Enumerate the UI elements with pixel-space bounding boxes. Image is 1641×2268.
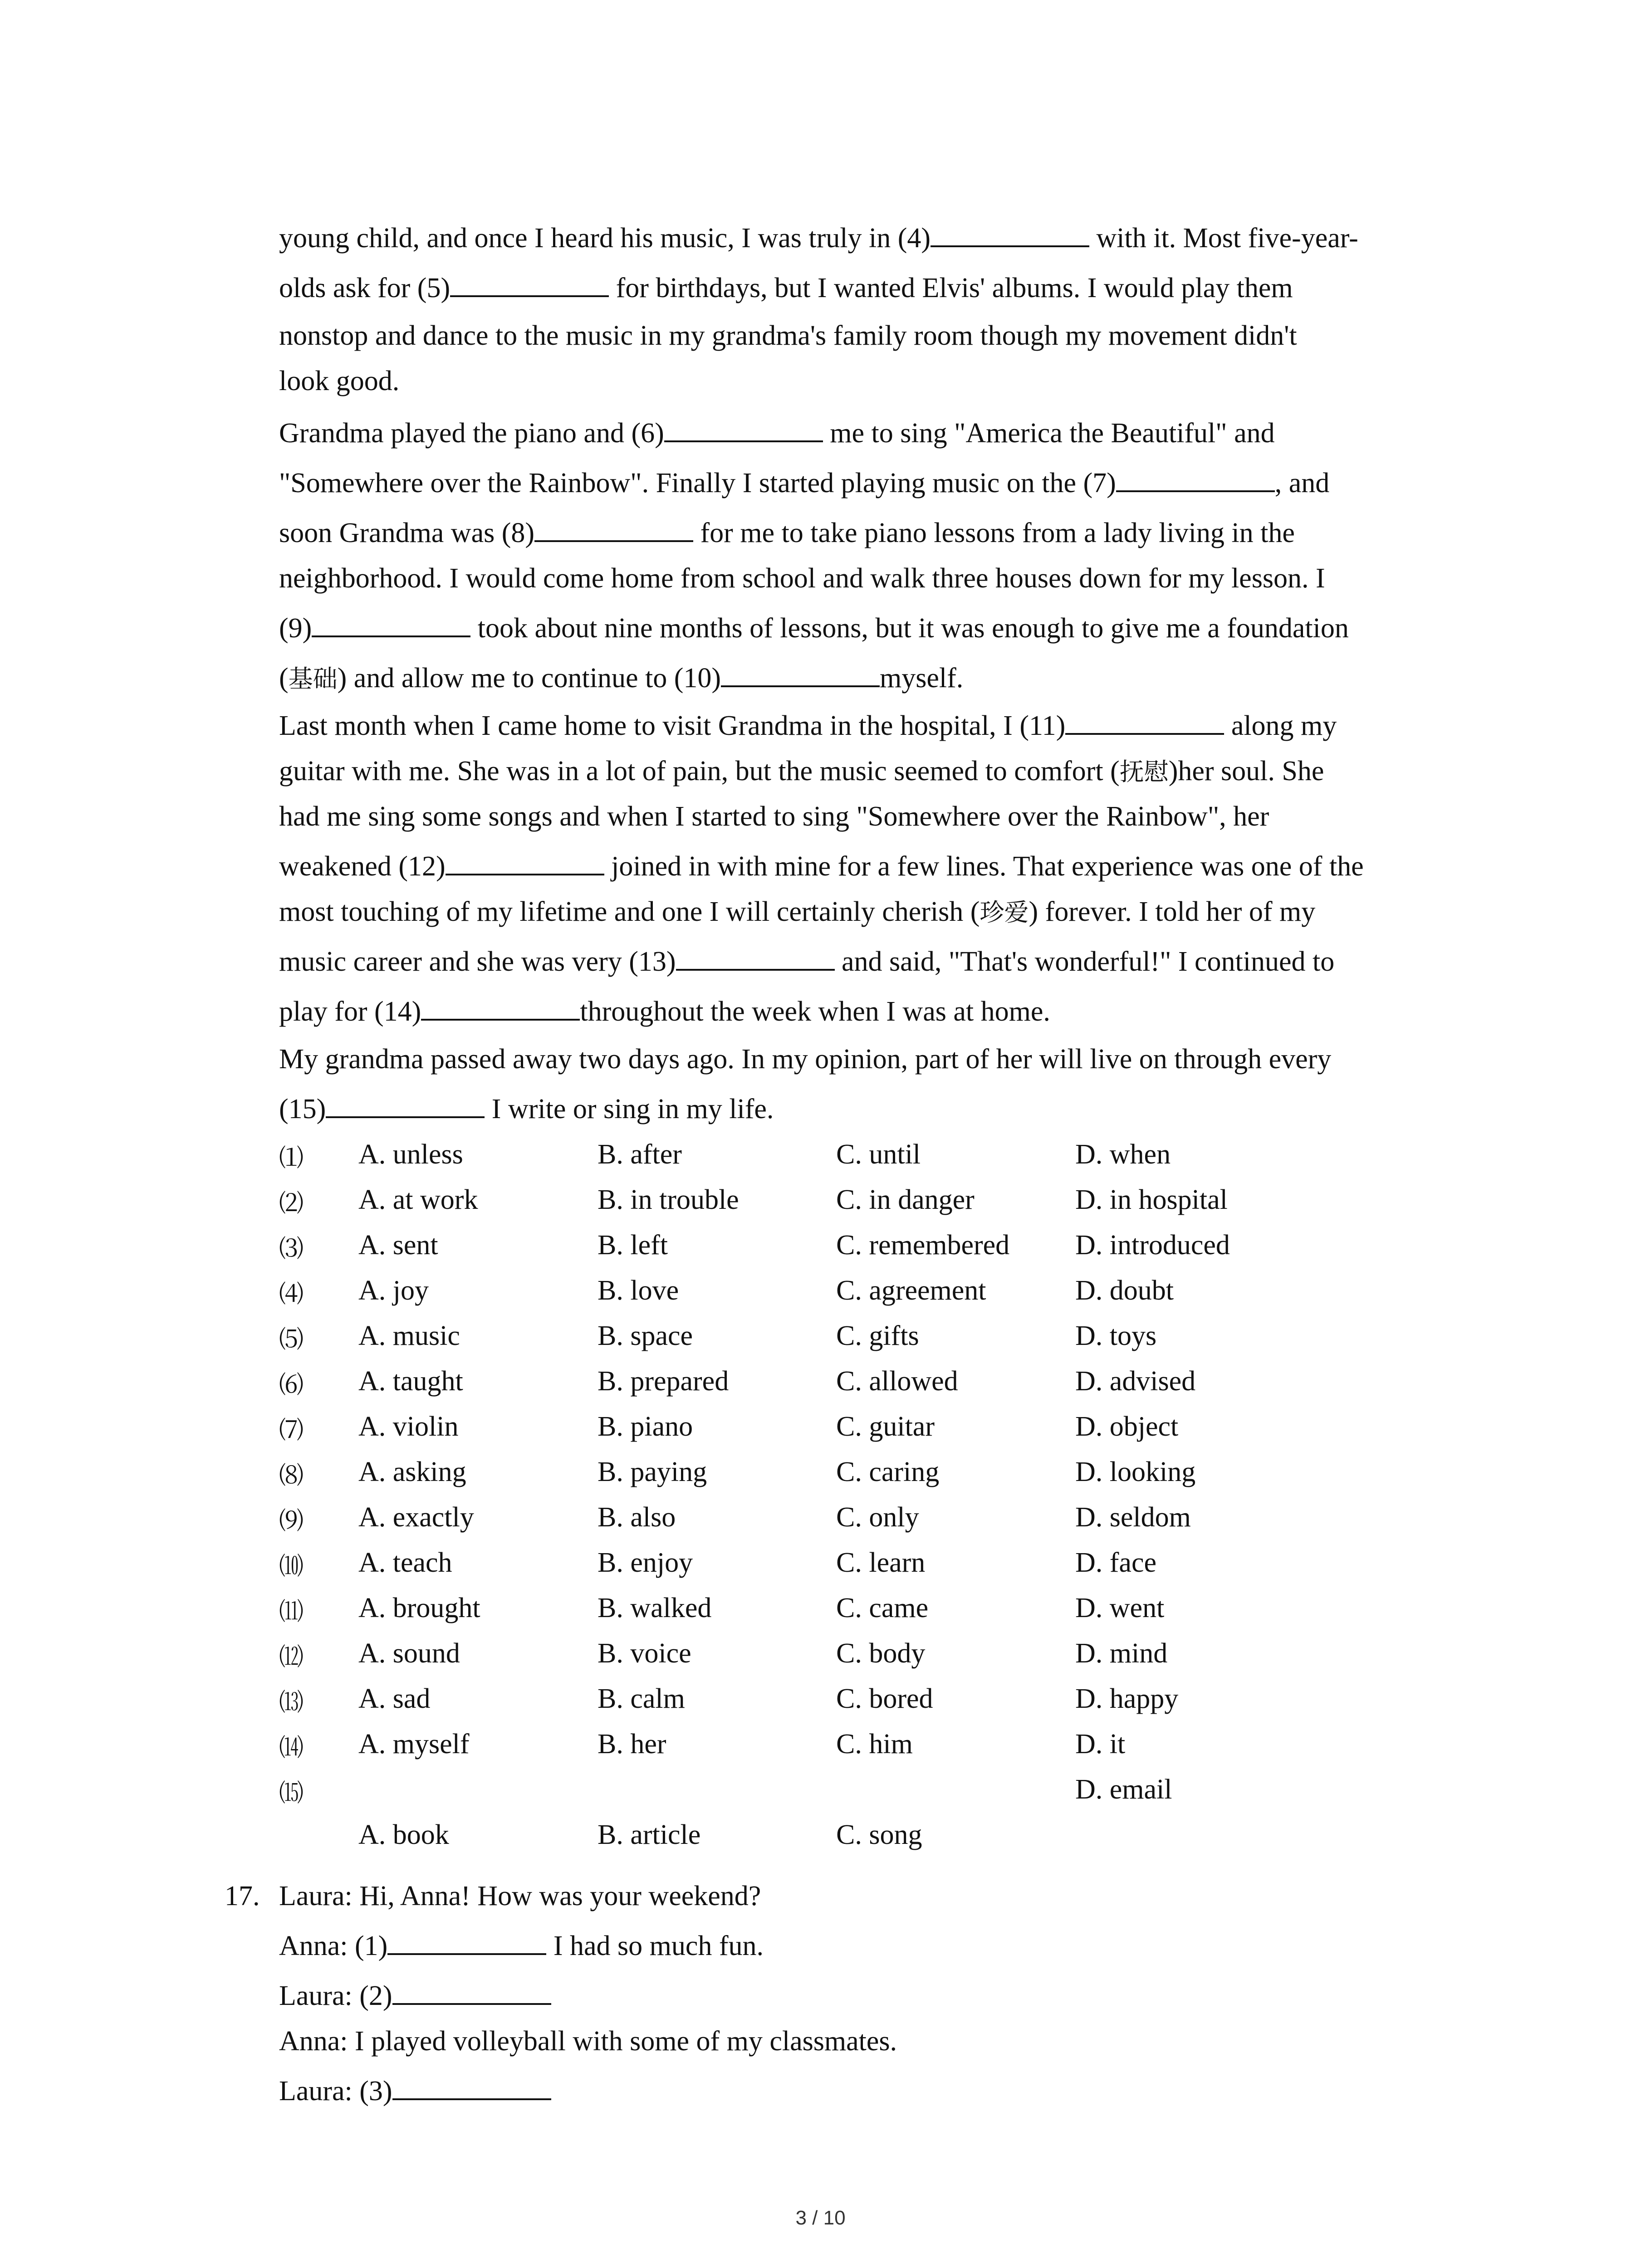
text-segment: with it. Most five-year- (1089, 223, 1358, 254)
answer-blank[interactable] (392, 1978, 551, 2005)
option-row (279, 1320, 1459, 1365)
option-b[interactable]: B. article (598, 1819, 701, 1850)
text-line (279, 515, 1295, 551)
option-c[interactable]: C. song (836, 1819, 922, 1850)
option-a[interactable]: A. violin (358, 1411, 459, 1442)
text-segment: me to sing "America the Beautiful" and (823, 418, 1275, 449)
option-d[interactable]: D. looking (1075, 1457, 1196, 1487)
text-line (279, 560, 1325, 596)
chinese-gloss: 珍爱 (980, 898, 1029, 927)
option-b[interactable]: B. paying (598, 1457, 707, 1487)
option-row (279, 1456, 1459, 1501)
answer-blank[interactable] (450, 270, 609, 297)
text-segment: "Somewhere over the Rainbow". Finally I started playing music on the (7) (279, 468, 1116, 499)
answer-blank[interactable] (392, 2073, 551, 2100)
option-d[interactable]: D. went (1075, 1593, 1165, 1623)
option-a[interactable]: A. at work (358, 1184, 478, 1215)
option-b[interactable]: B. also (598, 1502, 676, 1533)
text-segment: Laura: (3) (279, 2076, 392, 2107)
answer-blank[interactable] (721, 660, 880, 687)
text-segment: joined in with mine for a few lines. That experience was one of the (604, 851, 1364, 882)
text-segment: for me to take piano lessons from a lady living in the (693, 518, 1295, 548)
option-number: ⒁ (279, 1734, 304, 1761)
text-segment: Laura: (2) (279, 1980, 392, 2011)
text-line (279, 363, 399, 399)
text-line (279, 415, 1275, 451)
option-b[interactable]: B. voice (598, 1638, 691, 1669)
text-segment: ) and allow me to continue to (10) (337, 663, 721, 694)
text-line (279, 1878, 761, 1914)
answer-blank[interactable] (664, 415, 823, 442)
option-number: ⑿ (279, 1643, 304, 1671)
text-segment: neighborhood. I would come home from school and walk three houses down for my lesson. I (279, 563, 1325, 594)
option-number: ⑽ (279, 1553, 304, 1580)
option-c[interactable]: C. until (836, 1139, 921, 1170)
option-d[interactable]: D. email (1075, 1774, 1172, 1805)
text-segment: Grandma played the piano and (6) (279, 418, 664, 449)
option-row (279, 1139, 1459, 1184)
text-line (279, 1091, 774, 1127)
option-c[interactable]: C. guitar (836, 1411, 935, 1442)
option-a[interactable]: A. taught (358, 1366, 463, 1397)
text-line (279, 1041, 1331, 1077)
option-a[interactable]: A. joy (358, 1275, 429, 1306)
option-number: ⑶ (279, 1235, 304, 1262)
chinese-gloss: 抚慰 (1119, 758, 1169, 786)
option-b[interactable]: B. calm (598, 1683, 685, 1714)
text-segment: )her soul. She (1168, 756, 1324, 787)
text-segment: Anna: (1) (279, 1931, 388, 1961)
option-row (279, 1637, 1459, 1683)
option-b[interactable]: B. enjoy (598, 1547, 693, 1578)
option-b[interactable]: B. piano (598, 1411, 693, 1442)
option-d[interactable]: D. happy (1075, 1683, 1179, 1714)
option-c[interactable]: C. bored (836, 1683, 933, 1714)
answer-blank[interactable] (446, 848, 604, 875)
option-row (279, 1184, 1459, 1229)
text-segment: took about nine months of lessons, but it was enough to give me a foundation (470, 613, 1349, 644)
option-number: ⑵ (279, 1190, 304, 1217)
option-row (279, 1819, 1459, 1864)
text-line (279, 2023, 897, 2059)
option-b[interactable]: B. left (598, 1230, 668, 1261)
option-b[interactable]: B. love (598, 1275, 679, 1306)
option-b[interactable]: B. after (598, 1139, 682, 1170)
option-row (279, 1728, 1459, 1774)
option-a[interactable]: A. book (358, 1819, 449, 1850)
option-a[interactable]: A. teach (358, 1547, 452, 1578)
text-line (279, 2073, 551, 2109)
text-line (279, 220, 1358, 256)
option-c[interactable]: C. came (836, 1593, 929, 1623)
option-a[interactable]: A. exactly (358, 1502, 474, 1533)
text-segment: throughout the week when I was at home. (580, 996, 1050, 1027)
option-row (279, 1229, 1459, 1275)
option-c[interactable]: C. caring (836, 1457, 940, 1487)
option-d[interactable]: D. object (1075, 1411, 1179, 1442)
option-row (279, 1683, 1459, 1728)
text-segment: guitar with me. She was in a lot of pain, but the music seemed to comfort ( (279, 756, 1120, 787)
text-segment: Anna: I played volleyball with some of my classmates. (279, 2026, 897, 2057)
answer-blank[interactable] (676, 943, 835, 971)
text-segment: along my (1224, 710, 1337, 741)
option-row (279, 1501, 1459, 1547)
text-segment: weakened (12) (279, 851, 446, 882)
option-number: ⑼ (279, 1507, 304, 1535)
text-segment: play for (14) (279, 996, 421, 1027)
answer-blank[interactable] (387, 1928, 546, 1955)
text-line (279, 798, 1269, 835)
option-number: ⑻ (279, 1462, 304, 1489)
text-segment: (15) (279, 1094, 326, 1124)
option-row (279, 1547, 1459, 1592)
option-row (279, 1774, 1459, 1819)
option-row (279, 1411, 1459, 1456)
option-number: ⑾ (279, 1598, 304, 1625)
option-number: ⒂ (279, 1779, 304, 1807)
text-line (279, 270, 1293, 306)
option-b[interactable]: B. space (598, 1320, 693, 1351)
option-a[interactable]: A. brought (358, 1593, 480, 1623)
option-b[interactable]: B. walked (598, 1593, 712, 1623)
answer-blank[interactable] (1116, 465, 1275, 492)
option-c[interactable]: C. gifts (836, 1320, 919, 1351)
option-b[interactable]: B. prepared (598, 1366, 729, 1397)
text-segment: I had so much fun. (546, 1931, 764, 1961)
option-a[interactable]: A. myself (358, 1729, 470, 1760)
option-d[interactable]: D. mind (1075, 1638, 1168, 1669)
option-b[interactable]: B. in trouble (598, 1184, 739, 1215)
answer-blank[interactable] (421, 993, 580, 1021)
option-d[interactable]: D. toys (1075, 1320, 1157, 1351)
text-segment: for birthdays, but I wanted Elvis' albums. I would play them (609, 273, 1293, 303)
text-segment: look good. (279, 366, 400, 396)
text-line (279, 1978, 551, 2014)
text-segment: most touching of my lifetime and one I will certainly cherish ( (279, 896, 980, 927)
option-c[interactable]: C. learn (836, 1547, 926, 1578)
text-line (279, 894, 1315, 931)
text-line (279, 708, 1337, 744)
text-line (279, 943, 1334, 980)
option-d[interactable]: D. introduced (1075, 1230, 1230, 1261)
option-row (279, 1275, 1459, 1320)
text-line (279, 848, 1364, 885)
option-row (279, 1365, 1459, 1411)
option-number: ⑴ (279, 1144, 304, 1172)
answer-blank[interactable] (326, 1091, 485, 1118)
text-segment: nonstop and dance to the music in my grandma's family room though my movement didn't (279, 320, 1297, 351)
option-c[interactable]: C. body (836, 1638, 926, 1669)
text-line (279, 1928, 764, 1964)
option-d[interactable]: D. advised (1075, 1366, 1196, 1397)
text-segment: My grandma passed away two days ago. In my opinion, part of her will live on through every (279, 1044, 1332, 1075)
option-a[interactable]: A. unless (358, 1139, 463, 1170)
text-line (279, 465, 1329, 501)
option-c[interactable]: C. in danger (836, 1184, 975, 1215)
option-c[interactable]: C. remembered (836, 1230, 1010, 1261)
text-segment: , and (1274, 468, 1330, 499)
option-c[interactable]: C. agreement (836, 1275, 986, 1306)
text-line (279, 318, 1297, 354)
page-number: 3 / 10 (795, 2207, 846, 2229)
answer-blank[interactable] (931, 220, 1089, 247)
answer-blank[interactable] (1065, 708, 1224, 735)
option-d[interactable]: D. when (1075, 1139, 1171, 1170)
text-segment: olds ask for (5) (279, 273, 451, 303)
option-number: ⑺ (279, 1417, 304, 1444)
text-segment: music career and she was very (13) (279, 946, 676, 977)
text-line (279, 660, 963, 697)
text-segment: soon Grandma was (8) (279, 518, 535, 548)
option-d[interactable]: D. seldom (1075, 1502, 1191, 1533)
option-a[interactable]: A. asking (358, 1457, 466, 1487)
option-row (279, 1592, 1459, 1637)
option-c[interactable]: C. allowed (836, 1366, 958, 1397)
text-line (279, 753, 1324, 790)
text-segment: Laura: Hi, Anna! How was your weekend? (279, 1881, 761, 1911)
text-segment: ) forever. I told her of my (1029, 896, 1316, 927)
option-a[interactable]: A. sound (358, 1638, 460, 1669)
question-number: 17. (225, 1881, 260, 1911)
text-line (279, 610, 1349, 646)
option-number: ⑸ (279, 1326, 304, 1353)
text-line (279, 993, 1050, 1030)
option-number: ⒀ (279, 1689, 304, 1716)
option-a[interactable]: A. music (358, 1320, 460, 1351)
answer-blank[interactable] (312, 610, 470, 637)
option-d[interactable]: D. it (1075, 1729, 1126, 1760)
option-a[interactable]: A. sent (358, 1230, 438, 1261)
option-a[interactable]: A. sad (358, 1683, 431, 1714)
text-segment: had me sing some songs and when I started to sing "Somewhere over the Rainbow", her (279, 801, 1269, 832)
option-number: ⑹ (279, 1371, 304, 1398)
chinese-gloss: 基础 (288, 665, 338, 693)
text-segment: I write or sing in my life. (485, 1094, 774, 1124)
option-c[interactable]: C. him (836, 1729, 913, 1760)
text-segment: ( (279, 663, 289, 694)
option-d[interactable]: D. doubt (1075, 1275, 1174, 1306)
option-d[interactable]: D. face (1075, 1547, 1156, 1578)
option-c[interactable]: C. only (836, 1502, 919, 1533)
option-b[interactable]: B. her (598, 1729, 666, 1760)
option-d[interactable]: D. in hospital (1075, 1184, 1228, 1215)
text-segment: (9) (279, 613, 312, 644)
option-number: ⑷ (279, 1281, 304, 1308)
text-segment: Last month when I came home to visit Grandma in the hospital, I (11) (279, 710, 1066, 741)
text-segment: young child, and once I heard his music, I was truly in (4) (279, 223, 931, 254)
text-segment: and said, "That's wonderful!" I continued to (834, 946, 1335, 977)
text-segment: myself. (880, 663, 964, 694)
answer-blank[interactable] (534, 515, 693, 542)
